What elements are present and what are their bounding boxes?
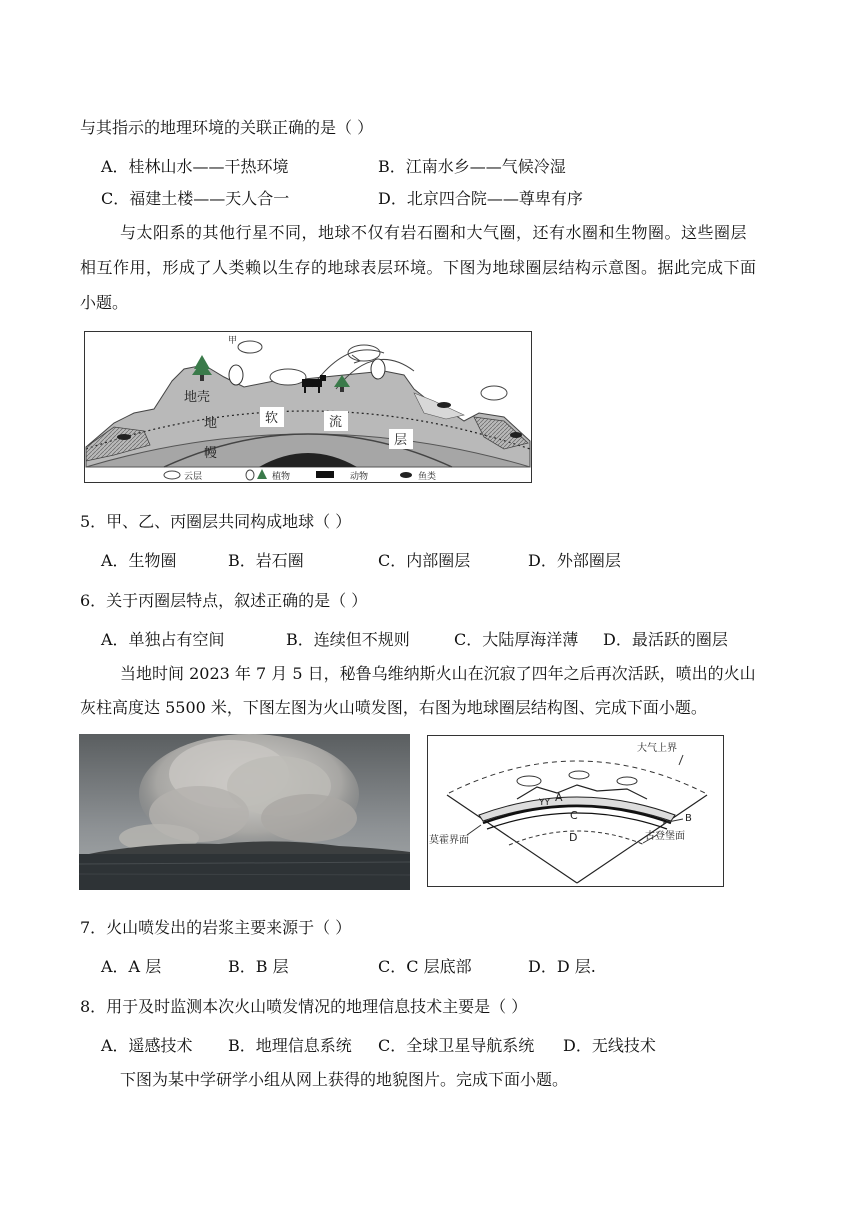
- q6-option-b: B．连续但不规则: [286, 630, 410, 649]
- label-b: B: [685, 813, 692, 824]
- label-atmosphere-top: 大气上界: [637, 743, 677, 754]
- q5-option-b: B．岩石圈: [228, 551, 304, 570]
- earth-layers-sector-diagram: [427, 735, 724, 887]
- label-moho: 莫霍界面: [429, 835, 469, 846]
- option-a: A．桂林山水——干热环境: [101, 157, 289, 176]
- q7-option-d: D．D 层.: [528, 957, 596, 976]
- question-6-stem: 6．关于丙圈层特点，叙述正确的是（ ）: [80, 591, 368, 610]
- q5-option-a: A．生物圈: [101, 551, 177, 570]
- label-c: C: [570, 809, 578, 822]
- label-ceng: 层: [394, 433, 408, 448]
- legend-fish: 鱼类: [418, 472, 437, 482]
- q5-option-d: D．外部圈层: [528, 551, 621, 570]
- q8-option-a: A．遥感技术: [101, 1036, 193, 1055]
- option-d: D．北京四合院——尊卑有序: [378, 189, 583, 208]
- option-c: C．福建土楼——天人合一: [101, 189, 290, 208]
- label-ruan: 软: [265, 411, 279, 426]
- q7-option-c: C．C 层底部: [378, 957, 472, 976]
- passage-line: 小题。: [80, 293, 129, 312]
- label-d: D: [569, 831, 578, 844]
- label-mantle-2: 幔: [204, 446, 218, 461]
- legend-animal: 动物: [350, 472, 369, 482]
- q6-option-a: A．单独占有空间: [101, 630, 225, 649]
- legend-cloud: 云层: [184, 472, 203, 482]
- volcano-eruption-photo: [79, 734, 410, 890]
- passage-line: 相互作用，形成了人类赖以生存的地球表层环境。下图为地球圈层结构示意图。据此完成下面: [80, 258, 757, 277]
- label-gutenberg: 古登堡面: [645, 831, 685, 842]
- label-mantle-1: 地: [204, 416, 218, 431]
- passage-line: 当地时间 2023 年 7 月 5 日，秘鲁乌维纳斯火山在沉寂了四年之后再次活跃，喷出的火山: [120, 664, 756, 683]
- passage-line: 灰柱高度达 5500 米，下图左图为火山喷发图，右图为地球圈层结构图、完成下面小题。: [80, 698, 707, 717]
- q6-option-c: C．大陆厚海洋薄: [454, 630, 579, 649]
- option-b: B．江南水乡——气候冷湿: [378, 157, 566, 176]
- question-5-stem: 5．甲、乙、丙圈层共同构成地球（ ）: [80, 512, 352, 531]
- q8-option-b: B．地理信息系统: [228, 1036, 352, 1055]
- label-a: A: [555, 791, 563, 804]
- q7-option-a: A．A 层: [101, 957, 162, 976]
- q8-option-c: C．全球卫星导航系统: [378, 1036, 535, 1055]
- passage-line: 下图为某中学研学小组从网上获得的地貌图片。完成下面小题。: [120, 1070, 569, 1089]
- label-jia: 甲: [228, 336, 238, 346]
- passage-line: 与太阳系的其他行星不同，地球不仅有岩石圈和大气圈，还有水圈和生物圈。这些圈层: [120, 223, 748, 242]
- q8-option-d: D．无线技术: [563, 1036, 656, 1055]
- label-liu: 流: [329, 415, 343, 430]
- question-stem-prev: 与其指示的地理环境的关联正确的是（ ）: [80, 118, 374, 137]
- q5-option-c: C．内部圈层: [378, 551, 471, 570]
- earth-sphere-diagram: [84, 331, 532, 483]
- q7-option-b: B．B 层: [228, 957, 289, 976]
- question-7-stem: 7．火山喷发出的岩浆主要来源于（ ）: [80, 918, 352, 937]
- q6-option-d: D．最活跃的圈层: [603, 630, 728, 649]
- question-8-stem: 8．用于及时监测本次火山喷发情况的地理信息技术主要是（ ）: [80, 997, 528, 1016]
- svg-text:YY: YY: [539, 798, 550, 808]
- legend-plant: 植物: [272, 472, 291, 482]
- label-crust: 地壳: [184, 390, 211, 405]
